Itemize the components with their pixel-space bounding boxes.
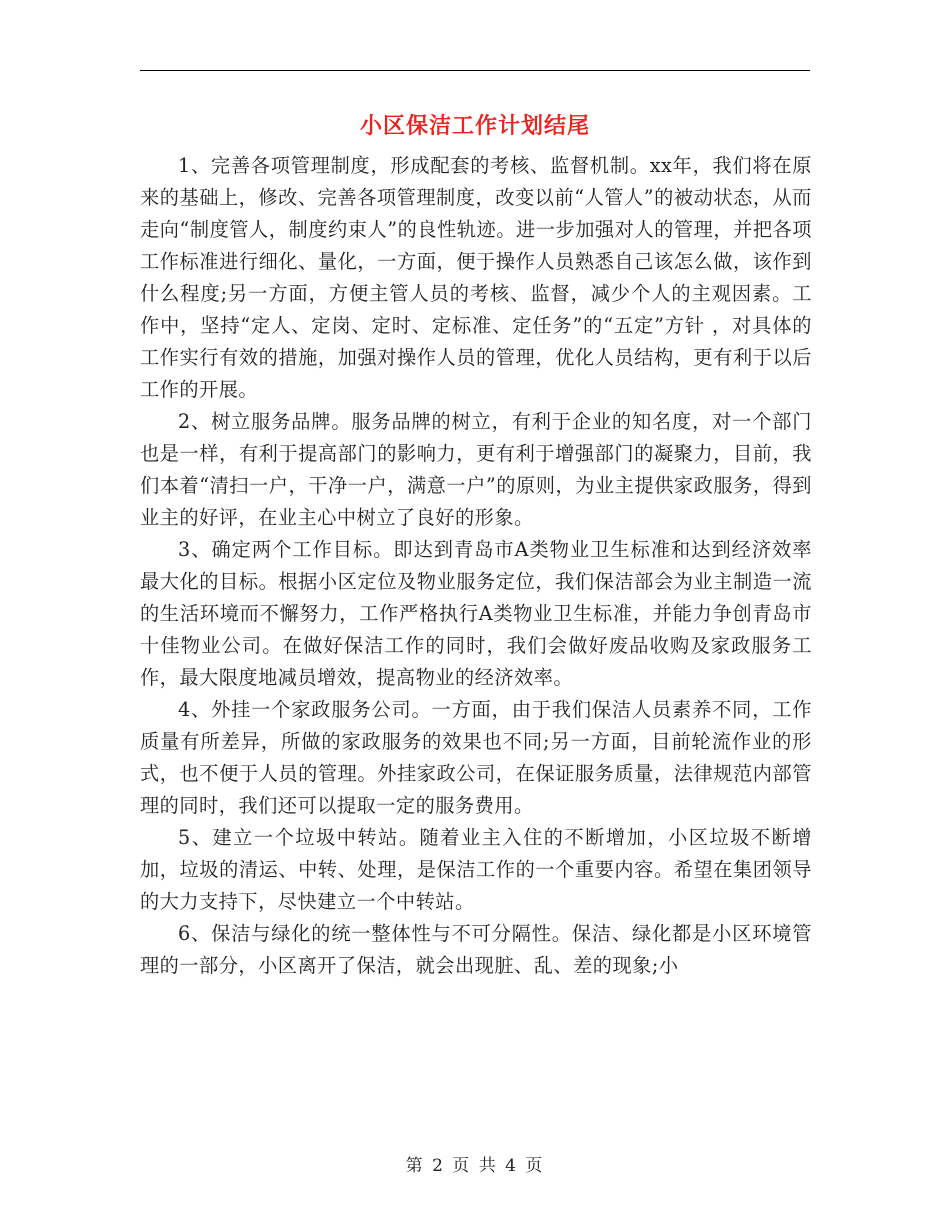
document-title: 小区保洁工作计划结尾 [359,113,590,139]
paragraph-5: 5、建立一个垃圾中转站。随着业主入住的不断增加，小区垃圾不断增加，垃圾的清运、中转、处理，是保洁工作的一个重要内容。希望在集团领导的大力支持下，尽快建立一个中转站。 [140,826,812,913]
header-rule [140,70,810,71]
paragraph-2: 2、树立服务品牌。服务品牌的树立，有利于企业的知名度，对一个部门也是一样，有利于提高部门的影响力，更有利于增强部门的凝聚力，目前，我们本着“清扫一户，干净一户，满意一户”的原则，为业主提供家政服务，得到业主的好评，在业主心中树立了良好的形象。 [140,410,812,529]
paragraph-6: 6、保洁与绿化的统一整体性与不可分隔性。保洁、绿化都是小区环境管理的一部分，小区离开了保洁，就会出现脏、乱、差的现象;小 [140,922,812,977]
paragraph-4: 4、外挂一个家政服务公司。一方面，由于我们保洁人员素养不同，工作质量有所差异，所做的家政服务的效果也不同;另一方面，目前轮流作业的形式，也不便于人员的管理。外挂家政公司，在保证服务质量，法律规范内部管理的同时，我们还可以提取一定的服务费用。 [140,698,812,817]
document-body [140,150,812,982]
page-number-footer: 第 2 页 共 4 页 [405,1156,545,1176]
paragraph-3: 3、确定两个工作目标。即达到青岛市A类物业卫生标准和达到经济效率最大化的目标。根据小区定位及物业服务定位，我们保洁部会为业主制造一流的生活环境而不懈努力，工作严格执行A类物业卫生标准，并能力争创青岛市十佳物业公司。在做好保洁工作的同时，我们会做好废品收购及家政服务工作，最大限度地减员增效，提高物业的经济效率。 [140,538,812,689]
paragraph-1: 1、完善各项管理制度，形成配套的考核、监督机制。xx年，我们将在原来的基础上，修改、完善各项管理制度，改变以前“人管人”的被动状态，从而走向“制度管人，制度约束人”的良性轨迹。进一步加强对人的管理，并把各项工作标准进行细化、量化，一方面，便于操作人员熟悉自己该怎么做，该作到什么程度;另一方面，方便主管人员的考核、监督，减少个人的主观因素。工作中，坚持“定人、定岗、定时、定标准、定任务”的“五定”方针 ，对具体的工作实行有效的措施，加强对操作人员的管理，优化人员结构，更有利于以后工作的开展。 [140,154,812,401]
